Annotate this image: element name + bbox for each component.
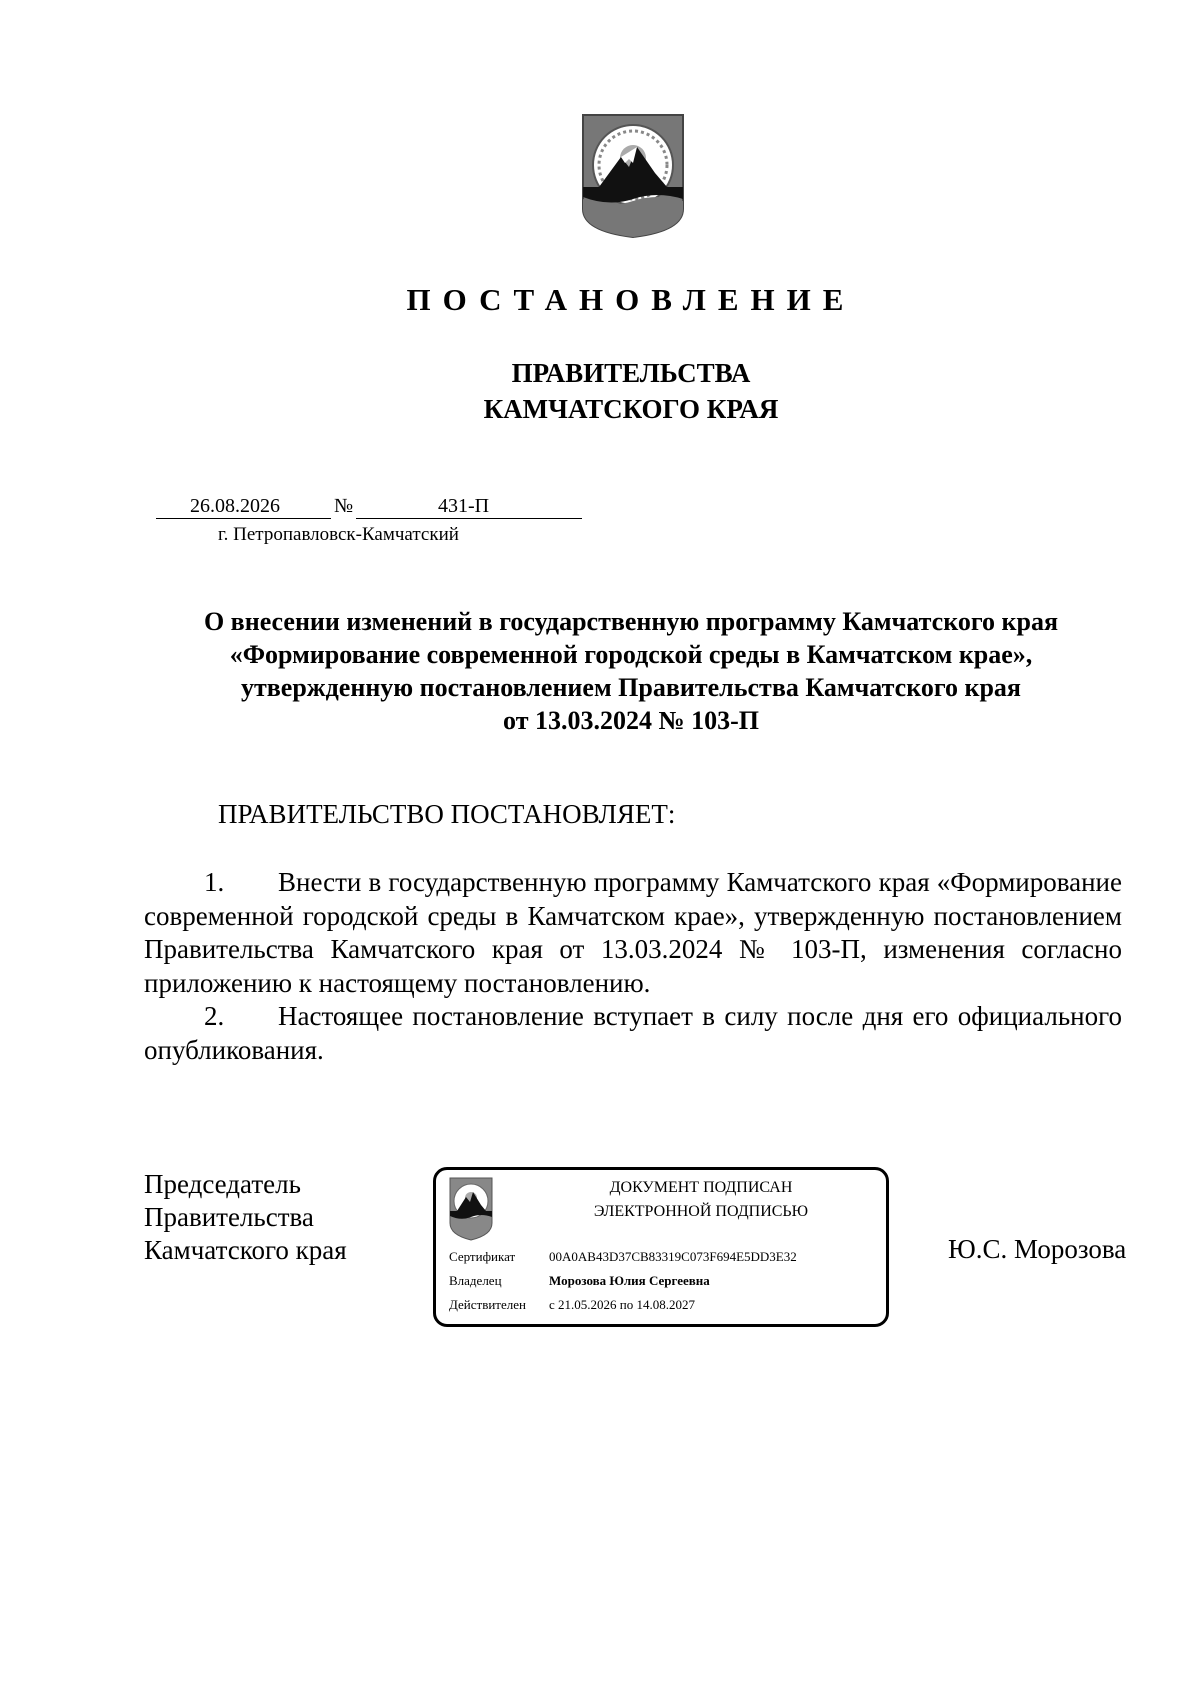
subject-line-1: О внесении изменений в государственную программу Камчатского края bbox=[203, 607, 1059, 636]
date-underline bbox=[156, 518, 331, 519]
issuer-line-1: ПРАВИТЕЛЬСТВА bbox=[511, 358, 751, 388]
subject-line-2: «Формирование современной городской среды в Камчатском крае», bbox=[229, 640, 1033, 669]
stamp-title-line-2: ЭЛЕКТРОННОЙ ПОДПИСЬЮ bbox=[593, 1203, 809, 1220]
certificate-label: Сертификат bbox=[449, 1249, 516, 1264]
document-number: 431-П bbox=[438, 495, 490, 517]
number-sign: № bbox=[334, 495, 354, 517]
city: г. Петропавловск-Камчатский bbox=[218, 524, 459, 545]
stamp-validity-row bbox=[449, 1297, 695, 1313]
validity-value: с 21.05.2026 по 14.08.2027 bbox=[549, 1297, 695, 1312]
stamp-coat-of-arms-icon bbox=[449, 1177, 493, 1241]
electronic-signature-stamp bbox=[433, 1167, 889, 1327]
issuer-title bbox=[0, 355, 1200, 427]
validity-label: Действителен bbox=[449, 1297, 526, 1312]
stamp-certificate-row bbox=[449, 1249, 797, 1265]
owner-value: Морозова Юлия Сергеевна bbox=[549, 1273, 710, 1288]
item-number: 1. bbox=[204, 867, 225, 897]
certificate-value: 00A0AB43D37CB83319C073F694E5DD3E32 bbox=[549, 1249, 797, 1264]
body-text bbox=[144, 866, 1122, 1067]
position-line-3: Камчатского края bbox=[144, 1235, 347, 1265]
registration-row bbox=[156, 492, 582, 522]
signatory-position bbox=[144, 1168, 347, 1267]
position-line-1: Председатель bbox=[144, 1169, 301, 1199]
signatory-name: Ю.С. Морозова bbox=[948, 1234, 1127, 1264]
coat-of-arms-icon bbox=[581, 113, 685, 239]
stamp-title bbox=[516, 1176, 886, 1224]
stamp-title-line-1: ДОКУМЕНТ ПОДПИСАН bbox=[609, 1179, 793, 1196]
document-type-title: ПОСТАНОВЛЕНИЕ bbox=[406, 282, 856, 317]
document-date: 26.08.2026 bbox=[190, 495, 280, 517]
position-line-2: Правительства bbox=[144, 1202, 314, 1232]
owner-label: Владелец bbox=[449, 1273, 502, 1288]
subject-line-3: утвержденную постановлением Правительства Камчатского края bbox=[240, 673, 1021, 702]
item-text: Внести в государственную программу Камчатского края «Формирование современной городской среды в Камчатском крае», утвержденную постановлением Правительства Камчатского края от 13.03.2024 № 103-П, изменения согласно приложению к настоящему постановлению. bbox=[144, 867, 1122, 998]
stamp-owner-row bbox=[449, 1273, 710, 1289]
resolves-heading: ПРАВИТЕЛЬСТВО ПОСТАНОВЛЯЕТ: bbox=[218, 799, 676, 829]
item-number: 2. bbox=[204, 1001, 225, 1031]
body-item bbox=[144, 866, 1122, 1000]
number-underline bbox=[356, 518, 582, 519]
subject-line-4: от 13.03.2024 № 103-П bbox=[503, 706, 759, 735]
issuer-line-2: КАМЧАТСКОГО КРАЯ bbox=[483, 394, 779, 424]
body-item bbox=[144, 1000, 1122, 1067]
document-subject bbox=[120, 605, 1142, 737]
item-text: Настоящее постановление вступает в силу после дня его официального опубликования. bbox=[144, 1001, 1122, 1065]
